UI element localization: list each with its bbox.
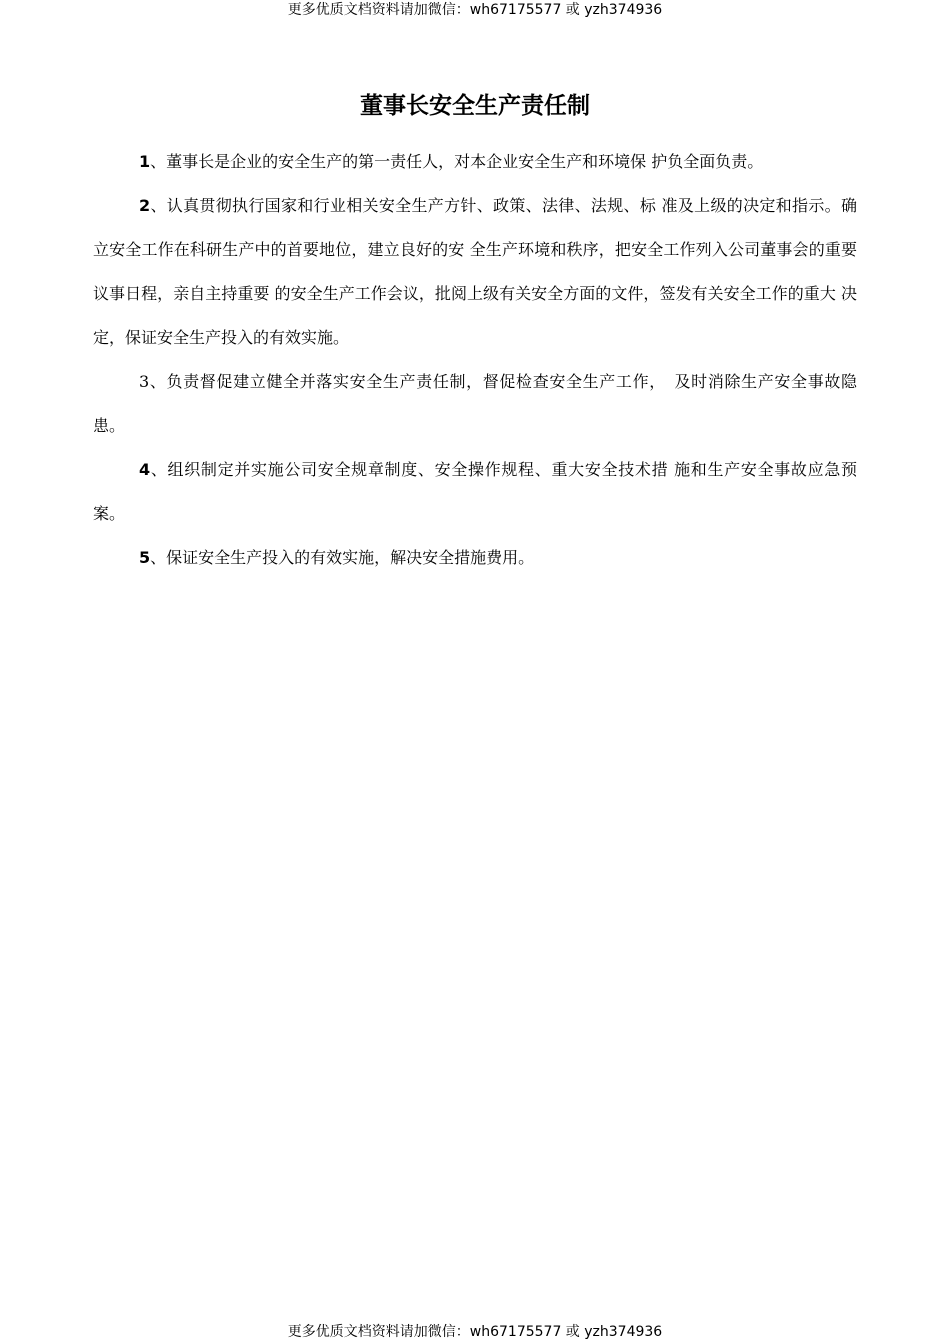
clause-text: 、认真贯彻执行国家和行业相关安全生产方针、政策、法律、法规、标 准及上级的决定和指示。确立安全工作在科研生产中的首要地位，建立良好的安 全生产环境和秩序，把安全工作列入公司董事会的重要议事日程，亲自主持重要 的安全生产工作会议，批阅上级有关安全方面的文件，签发有关安全工作的重大 决定，保证安全生产投入的有效实施。 bbox=[93, 196, 857, 347]
document-body bbox=[93, 140, 857, 580]
document-title: 董事长安全生产责任制 bbox=[360, 93, 590, 119]
clause-4 bbox=[93, 448, 857, 536]
clause-text: 、组织制定并实施公司安全规章制度、安全操作规程、重大安全技术措 施和生产安全事故应急预案。 bbox=[93, 460, 857, 523]
clause-text: 、董事长是企业的安全生产的第一责任人，对本企业安全生产和环境保 护负全面负责。 bbox=[150, 152, 764, 171]
clause-number: 5 bbox=[139, 548, 151, 567]
clause-3 bbox=[93, 360, 857, 448]
clause-number: 1 bbox=[139, 152, 151, 171]
clause-2 bbox=[93, 184, 857, 360]
clause-1 bbox=[93, 140, 857, 184]
page-footer: 更多优质文档资料请加微信：wh67175577 或 yzh374936 bbox=[287, 1324, 663, 1340]
clause-text: 、负责督促建立健全并落实安全生产责任制，督促检查安全生产工作， 及时消除生产安全事故隐患。 bbox=[93, 372, 857, 435]
clause-5 bbox=[93, 536, 857, 580]
clause-number: 4 bbox=[139, 460, 151, 479]
clause-number: 3 bbox=[139, 372, 150, 391]
page-header: 更多优质文档资料请加微信：wh67175577 或 yzh374936 bbox=[287, 2, 663, 18]
clause-number: 2 bbox=[139, 196, 151, 215]
clause-text: 、保证安全生产投入的有效实施，解决安全措施费用。 bbox=[150, 548, 535, 567]
